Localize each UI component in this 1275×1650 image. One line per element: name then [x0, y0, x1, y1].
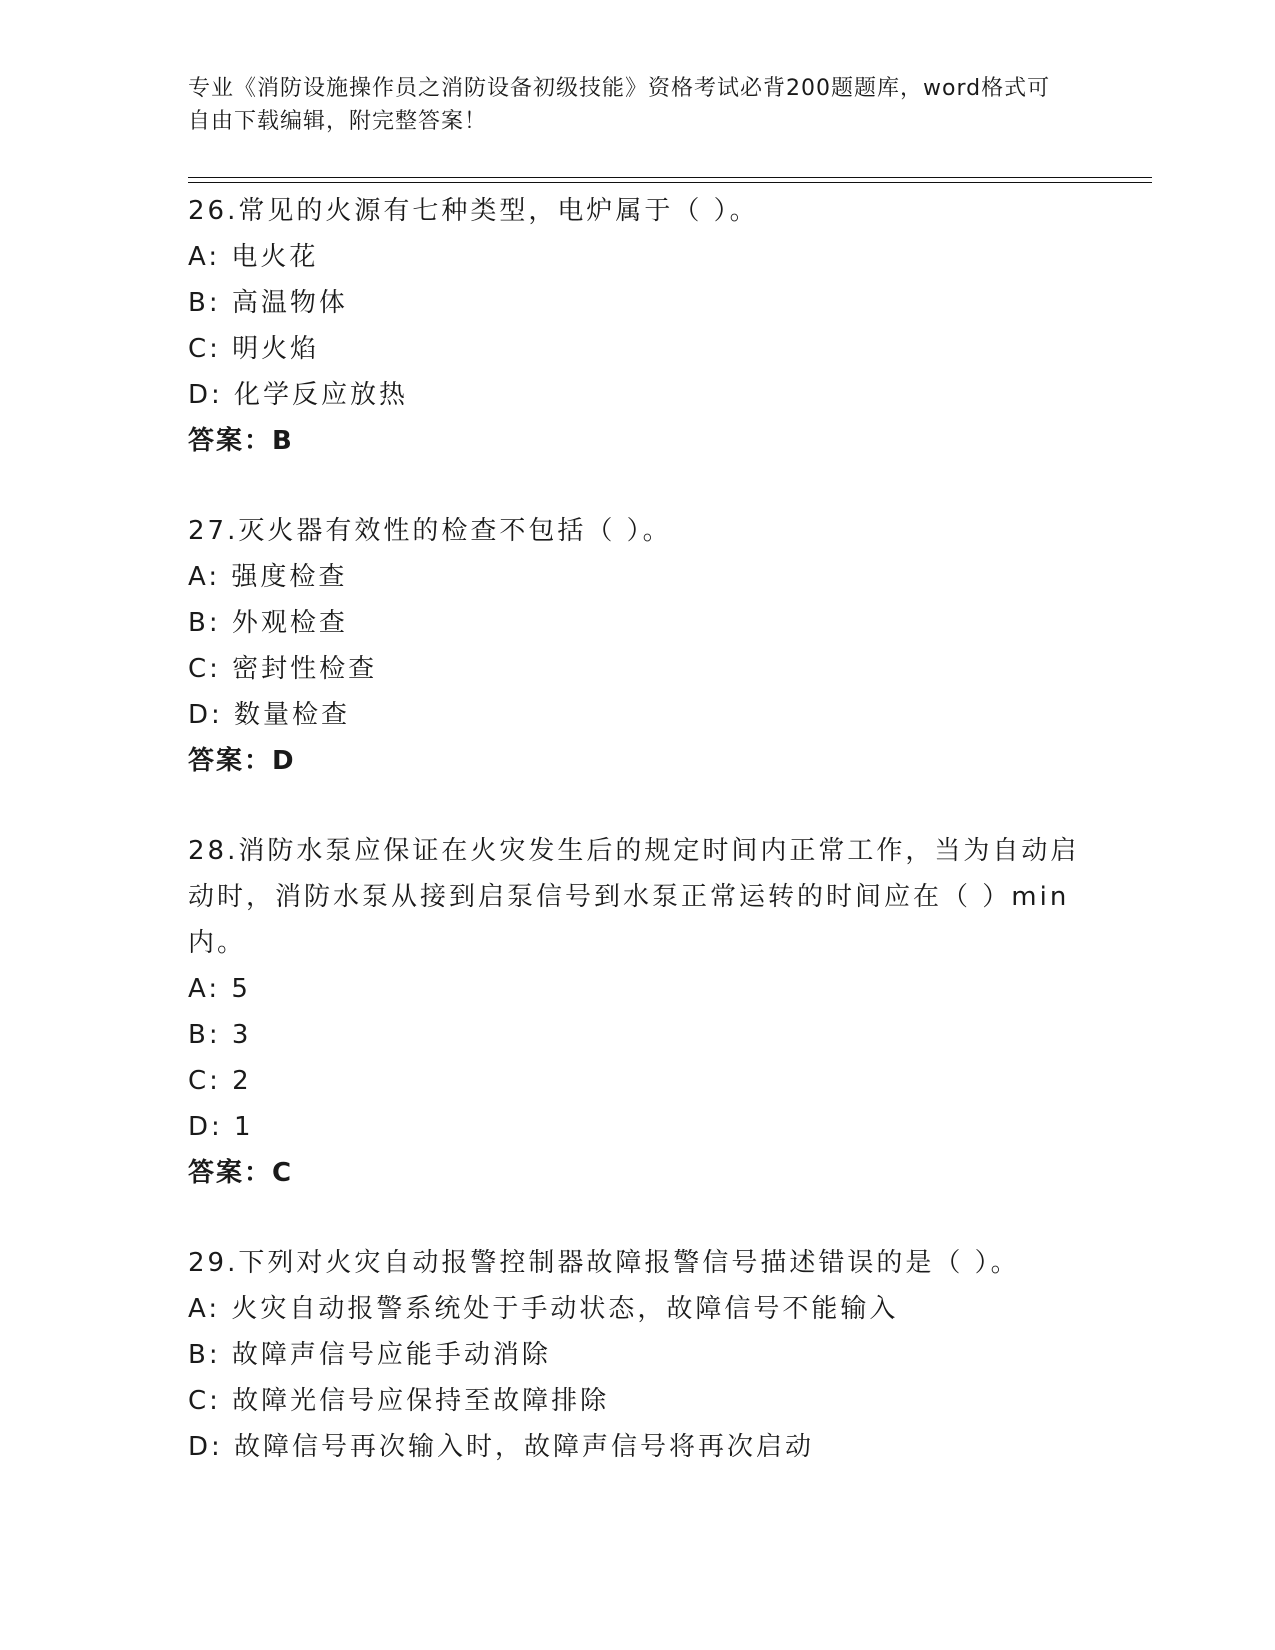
option-a: A: 火灾自动报警系统处于手动状态，故障信号不能输入 [188, 1294, 899, 1324]
question-stem: 27.灭火器有效性的检查不包括（ ）。 [188, 516, 672, 546]
option-b: B: 外观检查 [188, 608, 348, 638]
header-divider-top [188, 177, 1152, 178]
question-list [188, 188, 1108, 1514]
option-b: B: 故障声信号应能手动消除 [188, 1340, 551, 1370]
question-26 [188, 188, 1108, 464]
option-c: C: 2 [188, 1066, 252, 1096]
question-stem: 26.常见的火源有七种类型，电炉属于（ ）。 [188, 196, 759, 226]
option-d: D: 1 [188, 1112, 254, 1142]
answer: 答案：B [188, 426, 294, 456]
question-stem: 28.消防水泵应保证在火灾发生后的规定时间内正常工作，当为自动启动时，消防水泵从接到启泵信号到水泵正常运转的时间应在（ ）min内。 [188, 836, 1080, 958]
option-b: B: 高温物体 [188, 288, 348, 318]
option-a: A: 5 [188, 974, 251, 1004]
question-27 [188, 508, 1108, 784]
option-d: D: 化学反应放热 [188, 380, 409, 410]
option-d: D: 故障信号再次输入时，故障声信号将再次启动 [188, 1432, 815, 1462]
question-stem: 29.下列对火灾自动报警控制器故障报警信号描述错误的是（ ）。 [188, 1248, 1020, 1278]
option-b: B: 3 [188, 1020, 252, 1050]
question-28 [188, 828, 1108, 1196]
answer: 答案：D [188, 746, 296, 776]
answer: 答案：C [188, 1158, 294, 1188]
option-d: D: 数量检查 [188, 700, 351, 730]
document-header: 专业《消防设施操作员之消防设备初级技能》资格考试必背200题题库，word格式可自由下载编辑，附完整答案！ [188, 76, 1051, 134]
option-a: A: 电火花 [188, 242, 319, 272]
option-c: C: 密封性检查 [188, 654, 378, 684]
option-c: C: 明火焰 [188, 334, 320, 364]
option-c: C: 故障光信号应保持至故障排除 [188, 1386, 610, 1416]
option-a: A: 强度检查 [188, 562, 348, 592]
question-29 [188, 1240, 1108, 1470]
header-divider-bottom [188, 182, 1152, 183]
